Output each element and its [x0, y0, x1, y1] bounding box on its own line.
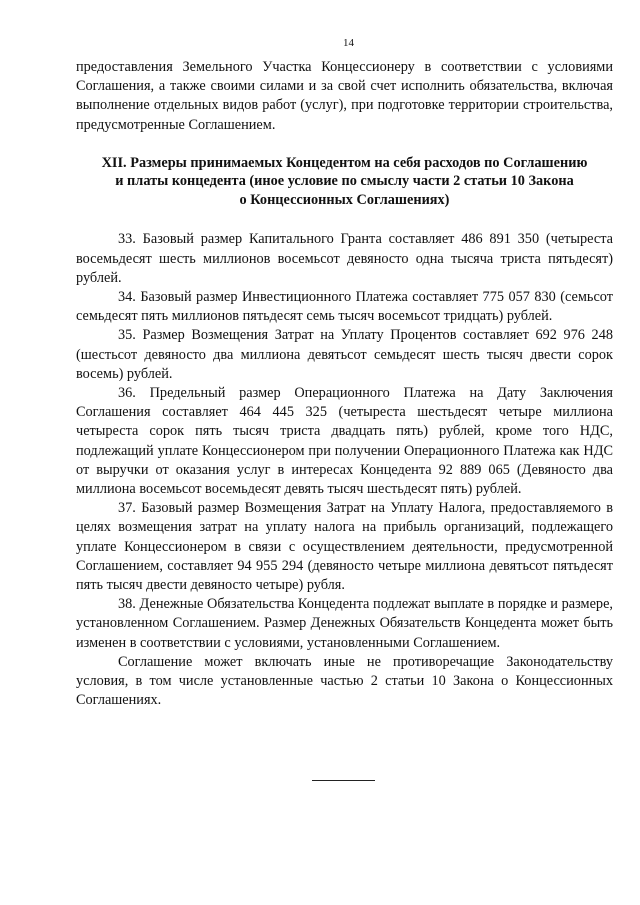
clause-35: 35. Размер Возмещения Затрат на Уплату Процентов составляет 692 976 248 (шестьсот девяносто два миллиона девятьсот семьдесят шесть тысяч двести сорок восемь) рублей.: [76, 327, 613, 382]
section-heading: [76, 154, 613, 210]
clause-33: 33. Базовый размер Капитального Гранта составляет 486 891 350 (четыреста восемьдесят шесть миллионов восемьсот девяносто одна тысяча триста пятьдесят) рублей.: [76, 231, 613, 286]
clause-36: 36. Предельный размер Операционного Платежа на Дату Заключения Соглашения составляет 464 445 325 (четыреста шестьдесят четыре миллиона четыреста сорок пять тысяч триста двадцать пять) рублей, кроме того НДС, подлежащий уплате Концессионером при получении Операционного Платежа как НДС от выручки от оказания услуг в интересах Концедента 92 889 065 (Девяносто два миллиона восемьсот восемьдесят девять тысяч шестьдесят пять) рублей.: [76, 384, 613, 497]
section-heading-line: о Концессионных Соглашениях): [239, 191, 450, 208]
document-page: [76, 36, 613, 781]
page-number: 14: [343, 37, 354, 49]
intro-paragraph: предоставления Земельного Участка Концессионеру в соответствии с условиями Соглашения, а также своими силами и за свой счет исполнить обязательства, включая выполнение отдельных видов работ (услуг), при подготовке территории строительства, предусмотренные Соглашением.: [76, 59, 613, 133]
clause-37: 37. Базовый размер Возмещения Затрат на Уплату Налога, предоставляемого в целях возмещения затрат на уплату налога на прибыль организаций, подлежащего уплате Концессионером в связи с осуществлением деятельности, предусмотренной Соглашением, составляет 94 955 294 (девяносто четыре миллиона девятьсот пятьдесят пять тысяч двести девяносто четыре) рубля.: [76, 500, 613, 593]
section-heading-line: XII. Размеры принимаемых Концедентом на себя расходов по Соглашению: [101, 154, 588, 171]
closing-paragraph: Соглашение может включать иные не противоречащие Законодательству условия, в том числе установленные частью 2 статьи 10 Закона о Концессионных Соглашениях.: [76, 653, 613, 709]
section-heading-line: и платы концедента (иное условие по смыслу части 2 статьи 10 Закона: [115, 173, 574, 190]
clause-34: 34. Базовый размер Инвестиционного Платежа составляет 775 057 830 (семьсот семьдесят пять миллионов пятьдесят семь тысяч восемьсот тридцать) рублей.: [76, 288, 613, 325]
end-of-document-rule: [312, 780, 375, 781]
clause-38: 38. Денежные Обязательства Концедента подлежат выплате в порядке и размере, установленном Соглашением. Размер Денежных Обязательств Концедента может быть изменен в соответствии с условиями, установленными Соглашением.: [76, 596, 613, 651]
